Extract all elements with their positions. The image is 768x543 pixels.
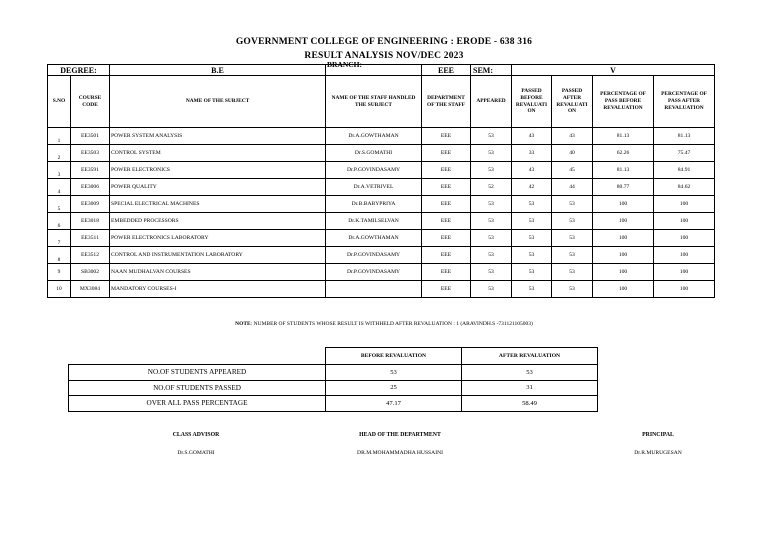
- cell-pct-after: 75.47: [654, 145, 715, 162]
- table-row: [48, 264, 715, 281]
- table-row: [48, 247, 715, 264]
- principal-name: Dr.R.MURUGESAN: [634, 450, 682, 456]
- summary-label: NO.OF STUDENTS PASSED: [69, 380, 326, 396]
- col-staff: NAME OF THE STAFF HANDLED THE SUBJECT: [326, 76, 422, 128]
- cell-code: EE3512: [71, 247, 110, 264]
- cell-code: EE3511: [71, 230, 110, 247]
- summary-before: 47.17: [326, 396, 462, 412]
- degree-value: B.E: [110, 65, 326, 76]
- table-row: [48, 281, 715, 298]
- cell-dept: EEE: [422, 196, 471, 213]
- cell-dept: EEE: [422, 145, 471, 162]
- cell-pct-before: 81.13: [593, 162, 654, 179]
- principal-title: PRINCIPAL: [642, 432, 674, 438]
- cell-subject: POWER ELECTRONICS: [110, 162, 326, 179]
- cell-after: 53: [552, 264, 593, 281]
- cell-pct-before: 100: [593, 281, 654, 298]
- cell-after: 43: [552, 128, 593, 145]
- cell-pct-before: 100: [593, 213, 654, 230]
- col-pct-before: PERCENTAGE OF PASS BEFORE REVALUATION: [593, 76, 654, 128]
- cell-staff: [326, 281, 422, 298]
- branch-value: EEE: [422, 65, 471, 76]
- cell-sno: 7: [48, 230, 71, 247]
- cell-code: MX3084: [71, 281, 110, 298]
- college-title: GOVERNMENT COLLEGE OF ENGINEERING : ERODE - 638 316: [235, 37, 533, 47]
- advisor-name: Dr.S.GOMATHI: [177, 450, 215, 456]
- cell-after: 40: [552, 145, 593, 162]
- col-pct-after: PERCENTAGE OF PASS AFTER REVALUATION: [654, 76, 715, 128]
- cell-subject: SPECIAL ELECTRICAL MACHINES: [110, 196, 326, 213]
- cell-pct-before: 100: [593, 230, 654, 247]
- cell-staff: Dr.S.GOMATHI: [326, 145, 422, 162]
- cell-sno: 2: [48, 145, 71, 162]
- cell-sno: 1: [48, 128, 71, 145]
- table-row: [48, 196, 715, 213]
- cell-subject: POWER ELECTRONICS LABORATORY: [110, 230, 326, 247]
- cell-pct-before: 100: [593, 264, 654, 281]
- cell-staff: Dr.A.GOWTHAMAN: [326, 128, 422, 145]
- cell-appeared: 53: [471, 196, 512, 213]
- cell-staff: Dr.A.VETRIVEL: [326, 179, 422, 196]
- cell-after: 53: [552, 247, 593, 264]
- note-text: : NUMBER OF STUDENTS WHOSE RESULT IS WITHHELD AFTER REVALUATION : 1 (ARAVINDH.S -731121105003): [250, 321, 533, 327]
- cell-pct-before: 100: [593, 247, 654, 264]
- cell-pct-before: 81.13: [593, 128, 654, 145]
- degree-label: DEGREE:: [48, 65, 110, 76]
- cell-after: 45: [552, 162, 593, 179]
- sem-label: SEM:: [471, 65, 512, 76]
- cell-before: 53: [512, 230, 552, 247]
- summary-header-blank: [69, 348, 326, 365]
- cell-dept: EEE: [422, 213, 471, 230]
- cell-sno: 4: [48, 179, 71, 196]
- cell-staff: Dr.P.GOVINDASAMY: [326, 247, 422, 264]
- cell-sno: 9: [48, 264, 71, 281]
- branch-cell: [326, 65, 422, 76]
- cell-dept: EEE: [422, 230, 471, 247]
- hod-title: HEAD OF THE DEPARTMENT: [359, 432, 441, 438]
- cell-after: 53: [552, 281, 593, 298]
- column-headers: [48, 76, 715, 128]
- table-row: [48, 230, 715, 247]
- note-label: NOTE: [235, 321, 251, 327]
- cell-appeared: 53: [471, 264, 512, 281]
- result-table: [47, 64, 715, 298]
- report-subtitle: RESULT ANALYSIS NOV/DEC 2023: [304, 51, 464, 61]
- cell-pct-after: 100: [654, 230, 715, 247]
- cell-dept: EEE: [422, 162, 471, 179]
- cell-staff: Dr.A.GOWTHAMAN: [326, 230, 422, 247]
- cell-dept: EEE: [422, 264, 471, 281]
- advisor-title: CLASS ADVISOR: [172, 432, 220, 438]
- cell-code: SB3002: [71, 264, 110, 281]
- hod-name: DR.M.MOHAMMADHA HUSSAINI: [357, 450, 443, 456]
- col-sno: S.NO: [48, 76, 71, 128]
- col-dept: DEPARTMENT OF THE STAFF: [422, 76, 471, 128]
- cell-staff: Dr.P.GOVINDASAMY: [326, 162, 422, 179]
- col-passed-before: PASSED BEFORE REVALUATI ON: [512, 76, 552, 128]
- cell-before: 53: [512, 281, 552, 298]
- table-row: [48, 179, 715, 196]
- summary-row: [69, 396, 598, 412]
- cell-pct-before: 80.77: [593, 179, 654, 196]
- col-appeared: APPEARED: [471, 76, 512, 128]
- cell-appeared: 52: [471, 179, 512, 196]
- cell-before: 43: [512, 162, 552, 179]
- branch-tag: BRANCH:: [327, 60, 362, 69]
- cell-pct-before: 100: [593, 196, 654, 213]
- summary-after: 31: [462, 380, 598, 396]
- cell-code: EE3006: [71, 179, 110, 196]
- cell-code: EE3501: [71, 128, 110, 145]
- cell-code: EE3591: [71, 162, 110, 179]
- cell-before: 42: [512, 179, 552, 196]
- cell-before: 53: [512, 247, 552, 264]
- cell-subject: POWER QUALITY: [110, 179, 326, 196]
- col-code: COURSE CODE: [71, 76, 110, 128]
- cell-sno: 6: [48, 213, 71, 230]
- cell-pct-after: 100: [654, 247, 715, 264]
- cell-appeared: 53: [471, 145, 512, 162]
- cell-pct-after: 84.62: [654, 179, 715, 196]
- cell-staff: Dr.B.BABYPRIYA: [326, 196, 422, 213]
- table-row: [48, 213, 715, 230]
- summary-before: 53: [326, 365, 462, 381]
- cell-subject: CONTROL SYSTEM: [110, 145, 326, 162]
- summary-row: [69, 380, 598, 396]
- cell-subject: EMBEDDED PROCESSORS: [110, 213, 326, 230]
- cell-after: 44: [552, 179, 593, 196]
- summary-label: OVER ALL PASS PERCENTAGE: [69, 396, 326, 412]
- cell-before: 53: [512, 264, 552, 281]
- cell-dept: EEE: [422, 281, 471, 298]
- cell-sno: 3: [48, 162, 71, 179]
- cell-pct-after: 100: [654, 196, 715, 213]
- cell-subject: MANDATORY COURSES-I: [110, 281, 326, 298]
- summary-after: 58.49: [462, 396, 598, 412]
- cell-subject: POWER SYSTEM ANALYSIS: [110, 128, 326, 145]
- summary-header: [69, 348, 598, 365]
- cell-before: 53: [512, 196, 552, 213]
- table-row: [48, 145, 715, 162]
- cell-sno: 8: [48, 247, 71, 264]
- cell-pct-after: 100: [654, 281, 715, 298]
- cell-before: 33: [512, 145, 552, 162]
- summary-table: [68, 347, 598, 412]
- cell-pct-after: 81.13: [654, 128, 715, 145]
- cell-subject: CONTROL AND INSTRUMENTATION LABORATORY: [110, 247, 326, 264]
- cell-code: EE3503: [71, 145, 110, 162]
- cell-subject: NAAN MUDHALVAN COURSES: [110, 264, 326, 281]
- cell-code: EE3009: [71, 196, 110, 213]
- cell-dept: EEE: [422, 179, 471, 196]
- cell-code: EE3018: [71, 213, 110, 230]
- cell-after: 53: [552, 213, 593, 230]
- cell-sno: 5: [48, 196, 71, 213]
- summary-row: [69, 365, 598, 381]
- cell-appeared: 53: [471, 247, 512, 264]
- table-row: [48, 128, 715, 145]
- cell-pct-before: 62.26: [593, 145, 654, 162]
- cell-appeared: 53: [471, 213, 512, 230]
- cell-after: 53: [552, 196, 593, 213]
- cell-pct-after: 100: [654, 264, 715, 281]
- cell-appeared: 53: [471, 281, 512, 298]
- summary-label: NO.OF STUDENTS APPEARED: [69, 365, 326, 381]
- cell-sno: 10: [48, 281, 71, 298]
- col-passed-after: PASSED AFTER REVALUATI ON: [552, 76, 593, 128]
- sem-value: V: [512, 65, 715, 76]
- cell-before: 43: [512, 128, 552, 145]
- summary-after: 53: [462, 365, 598, 381]
- cell-staff: Dr.P.GOVINDASAMY: [326, 264, 422, 281]
- cell-after: 53: [552, 230, 593, 247]
- meta-row: [48, 65, 715, 76]
- cell-pct-after: 100: [654, 213, 715, 230]
- table-row: [48, 162, 715, 179]
- cell-staff: Dr.K.TAMILSELVAN: [326, 213, 422, 230]
- cell-before: 53: [512, 213, 552, 230]
- summary-before: 25: [326, 380, 462, 396]
- cell-dept: EEE: [422, 128, 471, 145]
- cell-dept: EEE: [422, 247, 471, 264]
- cell-appeared: 53: [471, 162, 512, 179]
- cell-pct-after: 84.91: [654, 162, 715, 179]
- withheld-note: [0, 321, 768, 327]
- cell-appeared: 53: [471, 128, 512, 145]
- summary-before-header: BEFORE REVALUATION: [326, 348, 462, 365]
- col-subject: NAME OF THE SUBJECT: [110, 76, 326, 128]
- cell-appeared: 53: [471, 230, 512, 247]
- summary-after-header: AFTER REVALUATION: [462, 348, 598, 365]
